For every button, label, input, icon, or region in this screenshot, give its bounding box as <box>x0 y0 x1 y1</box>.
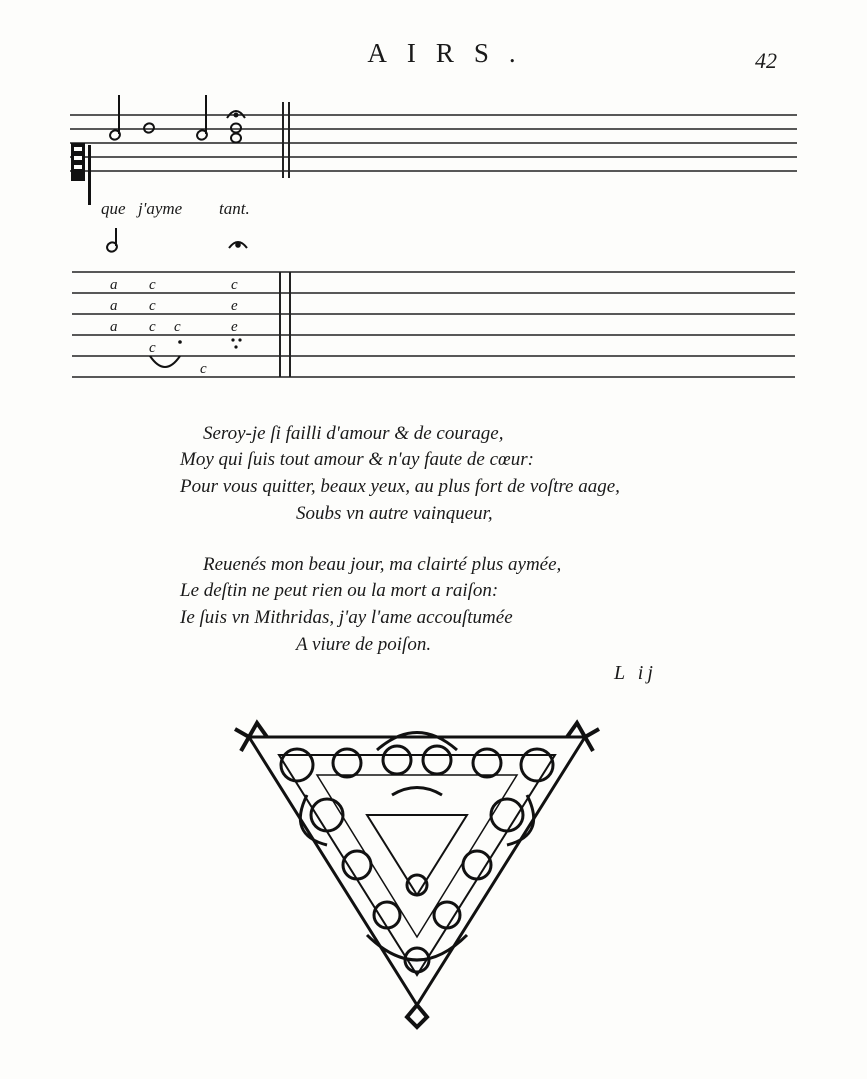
poem-line: A viure de poiſon. <box>296 634 432 655</box>
poem-line: Reuenés mon beau jour, ma clairté plus aymée, <box>203 554 562 575</box>
note-2 <box>143 122 156 134</box>
rhythm-sign-1 <box>106 228 119 253</box>
tab-letter: c <box>174 319 181 335</box>
note-1 <box>109 95 122 141</box>
rhythm-sign-fermata <box>229 242 247 248</box>
tab-letter: c <box>149 340 156 356</box>
tab-letter: c <box>149 277 156 293</box>
lyric-word-2: j'ayme <box>138 199 183 218</box>
ornament-vignette <box>235 723 599 1027</box>
poem-line: Pour vous quitter, beaux yeux, au plus fort de voſtre aage, <box>180 476 620 497</box>
tab-letter: a <box>110 277 118 293</box>
poem-line: Soubs vn autre vainqueur, <box>296 503 493 524</box>
poem-line: Le deſtin ne peut rien ou la mort a raiſon: <box>180 580 499 601</box>
tab-letter: c <box>149 319 156 335</box>
note-4-fermata <box>227 111 245 143</box>
tab-letter: a <box>110 298 118 314</box>
poem-line: Ie ſuis vn Mithridas, j'ay l'ame accouſtumée <box>180 607 513 628</box>
melody-staff <box>70 102 797 178</box>
tablature-slur <box>150 356 180 367</box>
folio-signature: L ij <box>614 662 657 684</box>
running-head: AIRS. <box>367 38 536 68</box>
tab-letter: a <box>110 319 118 335</box>
tablature-dots <box>178 338 241 348</box>
note-3 <box>196 95 209 141</box>
tab-letter: c <box>149 298 156 314</box>
page-number: 42 <box>755 48 777 73</box>
poem-line: Moy qui ſuis tout amour & n'ay faute de cœur: <box>180 449 534 470</box>
tab-letter: c <box>231 277 238 293</box>
tab-letter: e <box>231 298 238 314</box>
tab-letter: c <box>200 361 207 377</box>
poem-line: Seroy-je ſi failli d'amour & de courage, <box>203 423 504 444</box>
lyric-word-3: tant. <box>219 199 250 218</box>
lyric-word-1: que <box>101 199 126 218</box>
clef-mark <box>71 143 91 205</box>
tab-letter: e <box>231 319 238 335</box>
